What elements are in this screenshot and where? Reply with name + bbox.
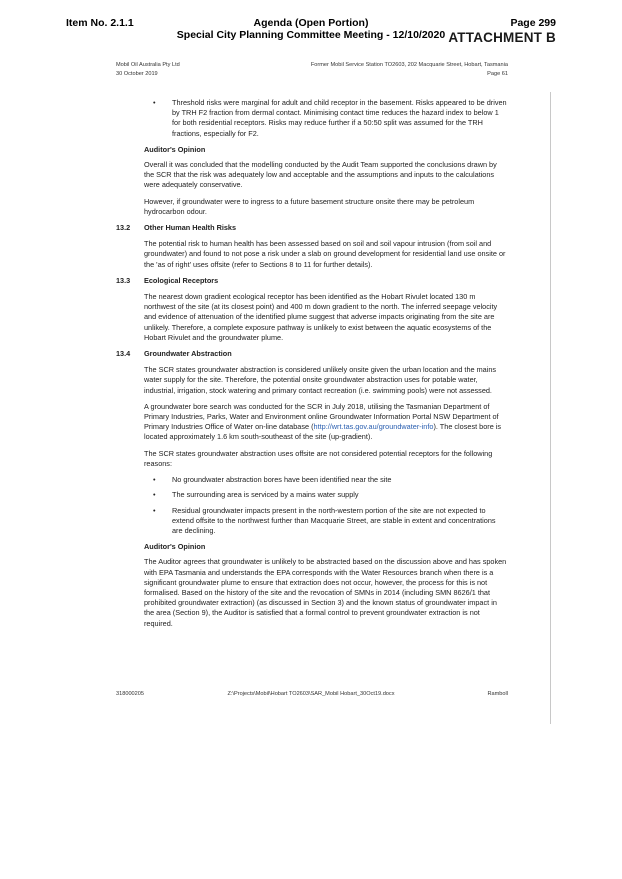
bullet-icon: • [153, 98, 156, 107]
groundwater-info-link[interactable]: http://wrt.tas.gov.au/groundwater-info [313, 422, 434, 432]
paragraph [144, 402, 508, 443]
section-number: 13.3 [116, 275, 131, 285]
margin-rule [550, 92, 551, 724]
agenda-line-2: Special City Planning Committee Meeting - 12/10/2020 [176, 29, 446, 41]
bullet-text: Threshold risks were marginal for adult and child receptor in the basement. Risks appeared to be driven by TRH F2 fraction from dermal contact. Minimising contact time reduces the hazard index to below 1 for both residential receptors. Risks may reduce further if a 50:50 split was assumed for the TRH fractions, especially for F2. [172, 98, 507, 138]
section-title: Other Human Health Risks [144, 223, 237, 233]
bullet-icon: • [153, 475, 156, 485]
paragraph: The Auditor agrees that groundwater is unlikely to be abstracted based on the discussion above and has spoken with EPA Tasmania and understands the EPA corresponds with the Water Resources branch when there is a significant groundwater plume to ensure that extraction does not occur, however, the process for this is not formalised. Based on the history of the site and the revocation of SMNs in 2014 (including SMN 8626/1 that prohibited groundwater extraction) (as discussed in Section 3) and the known status of groundwater impact in the area (Section 9), the Auditor is satisfied that a formal control to prevent groundwater extraction is not required. [144, 557, 507, 628]
paragraph: Overall it was concluded that the modelling conducted by the Audit Team supported the conclusions drawn by the SCR that the risk was adequately low and acceptable and the assumptions and inputs to the calculations were adequately conservative. [144, 160, 497, 190]
section-title: Groundwater Abstraction [144, 349, 232, 359]
bullet-icon: • [153, 490, 156, 500]
project-number: 318000205 [116, 691, 144, 697]
brand-name: Ramboll [487, 691, 508, 697]
paragraph: However, if groundwater were to ingress to a future basement structure onsite there may be petroleum hydrocarbon odour. [144, 196, 475, 216]
auditor-opinion-heading: Auditor's Opinion [144, 542, 206, 552]
section-heading-13-3 [116, 276, 508, 286]
attachment-label: ATTACHMENT B [448, 30, 556, 45]
auditor-opinion-heading: Auditor's Opinion [144, 144, 206, 154]
section-heading-13-2 [116, 223, 508, 233]
bullet-text: Residual groundwater impacts present in the north-western portion of the site are not expected to extend offsite to the northwest further than Macquarie Street, are stable in extent and concentrations are declining. [172, 505, 496, 535]
report-date: 30 October 2019 [116, 71, 158, 77]
text-run: ). The closest bore is located approximately 1.6 km south-southeast of the site (up-gradient). [144, 422, 502, 442]
page-number: Page 299 [510, 17, 556, 29]
list-item [144, 475, 508, 485]
item-number: Item No. 2.1.1 [66, 17, 134, 29]
site-name: Former Mobil Service Station TO2603, 202 Macquarie Street, Hobart, Tasmania [310, 62, 508, 68]
report-page: Page 61 [487, 71, 508, 77]
text-run: A groundwater bore search was conducted for the SCR in July 2018, utilising the Tasmanian Department of Primary Industries, Parks, Water and Environment online Groundwater Information Portal NSW Department of Primary Industries Office of Water on-line database ( [144, 401, 499, 432]
bullet-text: The surrounding area is serviced by a mains water supply [172, 490, 359, 500]
list-item [144, 506, 508, 537]
report-meta-left [116, 61, 180, 79]
section-title: Ecological Receptors [144, 275, 219, 285]
paragraph: The nearest down gradient ecological receptor has been identified as the Hobart Rivulet located 130 m northwest of the site (at its closest point) and 400 m down gradient to the north. The inferred seepage velocity and evidence of attenuation of the identified plume suggest that adverse impacts originating from the site are unlikely. Therefore, a complete exposure pathway is unlikely to exist between the aquatic ecosystems of the Hobart Rivulet and the groundwater plume. [144, 292, 498, 342]
bullet-icon: • [153, 505, 156, 515]
document-body [116, 98, 508, 635]
section-heading-13-4 [116, 349, 508, 359]
report-meta-right [311, 61, 508, 79]
agenda-line-1: Agenda (Open Portion) [253, 17, 369, 29]
section-number: 13.2 [116, 223, 131, 233]
bullet-text: No groundwater abstraction bores have been identified near the site [172, 475, 392, 485]
threshold-bullet-list [144, 98, 508, 139]
list-item [144, 490, 508, 500]
paragraph: The SCR states groundwater abstraction is considered unlikely onsite given the urban location and the mains water supply for the site. Therefore, the potential onsite groundwater abstraction uses for potable water, industrial, irrigation, stock watering and primary contact recreation (i.e. swimming pools) were not assessed. [144, 365, 497, 395]
reasons-bullet-list [144, 475, 508, 536]
file-path: Z:\Projects\Mobil\Hobart TO2603\SAR_Mobil Hobart_30Oct19.docx [227, 691, 395, 697]
list-item [144, 98, 508, 139]
company-name: Mobil Oil Australia Pty Ltd [116, 62, 180, 68]
paragraph: The potential risk to human health has been assessed based on soil and soil vapour intrusion (from soil and groundwater) and found to not pose a risk under a slab on ground development for residential land use onsite or the 'as of right' uses offsite (refer to Sections 8 to 11 for further details). [144, 239, 506, 269]
section-number: 13.4 [116, 349, 131, 359]
paragraph: The SCR states groundwater abstraction uses offsite are not considered potential receptors for the following reasons: [144, 448, 493, 468]
